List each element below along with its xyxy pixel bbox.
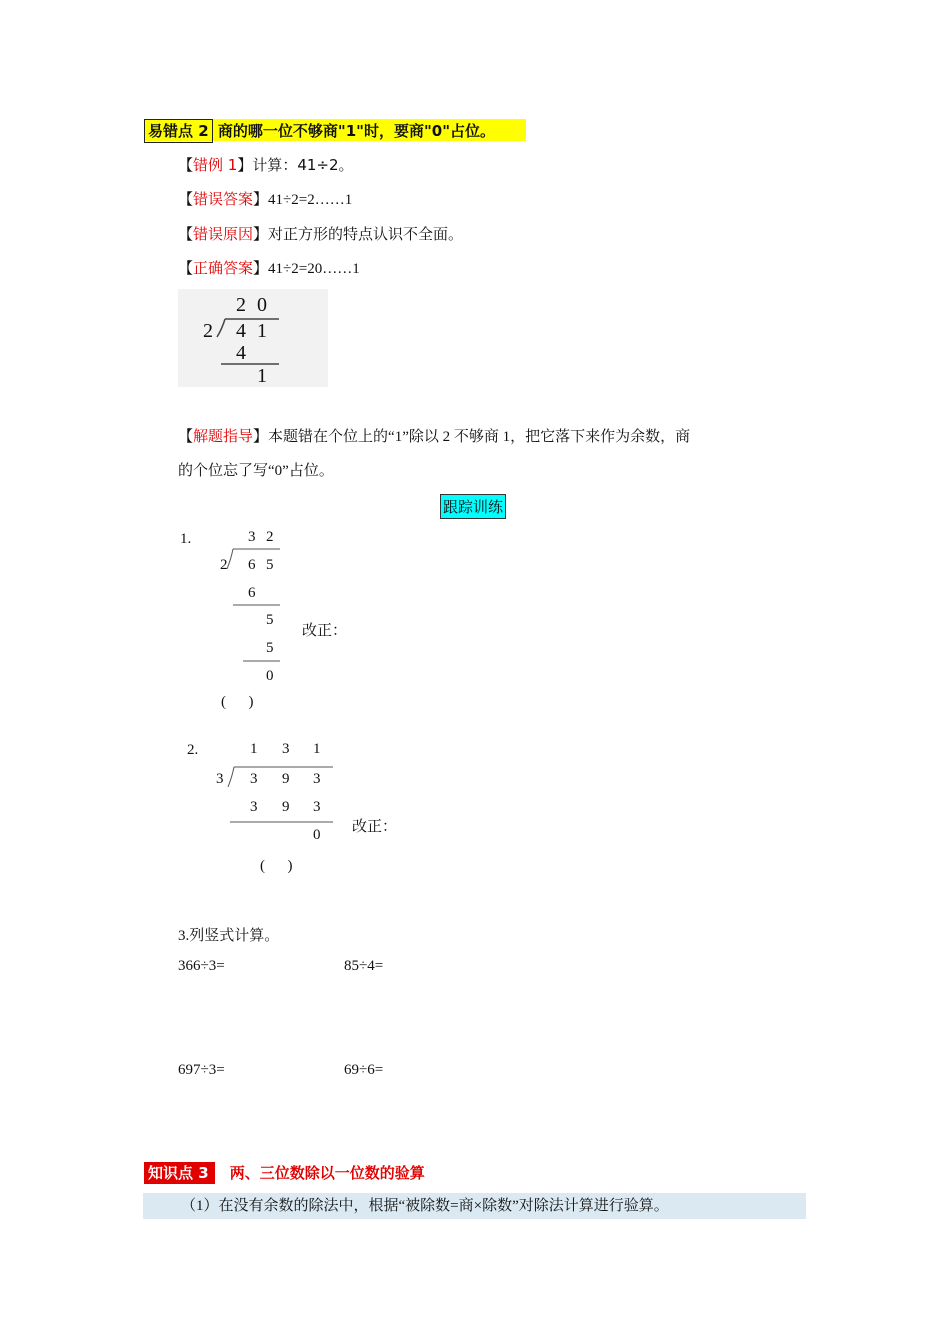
- p1-quotient-2: 2: [266, 529, 274, 545]
- practice1-number: 1.: [180, 531, 192, 547]
- p2-dividend-2: 9: [282, 771, 290, 787]
- division-quotient-1: 2: [236, 294, 246, 316]
- division-step1: 4: [236, 342, 246, 364]
- p2-step1-3: 3: [313, 799, 321, 815]
- guide-line-2: 的个位忘了写“0”占位。: [178, 463, 334, 479]
- correct-answer-line: 【正确答案】41÷2=20……1: [178, 259, 360, 277]
- p1-step1: 6: [248, 585, 256, 601]
- knowledge-tag: 知识点 3: [144, 1162, 215, 1184]
- correct-division-figure: [178, 289, 328, 387]
- p2-step1-2: 9: [282, 799, 290, 815]
- p1-dividend-1: 6: [248, 557, 256, 573]
- wrong-answer-line: 【错误答案】41÷2=2……1: [178, 190, 353, 208]
- p1-dividend-2: 5: [266, 557, 274, 573]
- p2-quotient-1: 1: [250, 741, 258, 757]
- knowledge-item-bar: [143, 1193, 806, 1219]
- correct-answer-text: 41÷2=20……1: [268, 261, 360, 277]
- division-dividend-1: 4: [236, 320, 246, 342]
- practice2-lines: [220, 755, 340, 855]
- division-quotient-2: 0: [257, 294, 267, 316]
- error-point-tag: 易错点 2: [144, 119, 213, 143]
- p2-quotient-3: 1: [313, 741, 321, 757]
- guide-label: 解题指导: [193, 427, 254, 445]
- p2-step1-1: 3: [250, 799, 258, 815]
- practice3-title: 3.列竖式计算。: [178, 928, 280, 944]
- p1-correct-label: 改正：: [302, 623, 348, 639]
- wrong-reason-text: 对正方形的特点认识不全面。: [268, 227, 464, 243]
- example-line: 【错例 1】计算：41÷2。: [178, 156, 354, 174]
- p2-divisor: 3: [216, 771, 224, 787]
- practice3-problem-2: 85÷4=: [344, 958, 384, 974]
- guide-text-1: 本题错在个位上的“1”除以 2 不够商 1，把它落下来作为余数，商: [268, 429, 691, 445]
- p1-quotient-1: 3: [248, 529, 256, 545]
- p2-quotient-2: 3: [282, 741, 290, 757]
- wrong-answer-label: 错误答案: [193, 190, 254, 208]
- division-divisor: 2: [203, 320, 213, 342]
- knowledge-item-1: （1）在没有余数的除法中，根据“被除数=商×除数”对除法计算进行验算。: [181, 1198, 669, 1214]
- p1-step3: 5: [266, 640, 274, 656]
- error-point-title: 商的哪一位不够商"1"时，要商"0"占位。: [217, 122, 496, 140]
- p2-dividend-1: 3: [250, 771, 258, 787]
- knowledge-header: [144, 1162, 425, 1183]
- error-point-header: [144, 119, 526, 141]
- p1-step2: 5: [266, 612, 274, 628]
- p1-judge-box[interactable]: ( ): [221, 694, 254, 710]
- practice2-number: 2.: [187, 742, 199, 758]
- knowledge-title: 两、三位数除以一位数的验算: [229, 1164, 425, 1182]
- practice3-problem-3: 697÷3=: [178, 1062, 225, 1078]
- example-label: 错例 1: [193, 156, 238, 174]
- p1-remainder: 0: [266, 668, 274, 684]
- practice1-lines: [215, 525, 295, 695]
- example-text: 计算：41÷2。: [252, 156, 354, 174]
- p2-judge-box[interactable]: ( ): [260, 858, 293, 874]
- p2-remainder: 0: [313, 827, 321, 843]
- p2-dividend-3: 3: [313, 771, 321, 787]
- division-remainder: 1: [257, 365, 267, 387]
- division-lines: [178, 289, 328, 387]
- practice3-problem-1: 366÷3=: [178, 958, 225, 974]
- correct-answer-label: 正确答案: [193, 259, 254, 277]
- practice3-problem-4: 69÷6=: [344, 1062, 384, 1078]
- guide-line-1: 【解题指导】本题错在个位上的“1”除以 2 不够商 1，把它落下来作为余数，商: [178, 427, 691, 445]
- wrong-reason-label: 错误原因: [193, 225, 254, 243]
- division-dividend-2: 1: [257, 320, 267, 342]
- p2-correct-label: 改正：: [352, 819, 398, 835]
- practice-header: 跟踪训练: [440, 494, 506, 519]
- p1-divisor: 2: [220, 557, 228, 573]
- wrong-reason-line: 【错误原因】对正方形的特点认识不全面。: [178, 225, 464, 243]
- wrong-answer-text: 41÷2=2……1: [268, 192, 353, 208]
